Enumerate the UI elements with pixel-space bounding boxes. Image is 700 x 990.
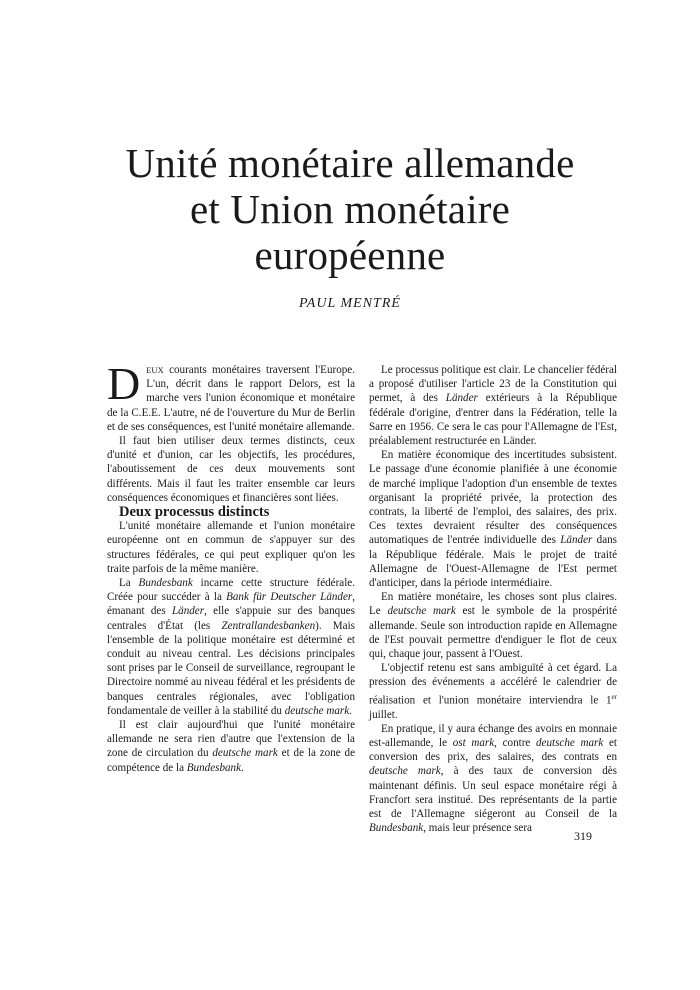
italic-term: deutsche mark [212, 747, 278, 760]
text-run: ). Mais l'ensemble de la politique monétaire est déterminé et conduit au niveau central. Les décisions principales sont prises par le Conseil de surveillance, regroupant le Directoire nommé au niveau fédéral et les présidents de banques centrales régionales, avec l'obligation fondamentale de veiller à la stabilité du [107, 619, 355, 717]
article-title [0, 140, 700, 278]
text-run: . [241, 761, 244, 774]
paragraph-monetary [369, 590, 617, 661]
text-run: Le processus politique est clair. Le chancelier fédéral a proposé d'utiliser l'article 23 de la Constitution qui permet, à des [369, 364, 617, 405]
italic-term: ost mark [452, 736, 495, 749]
title-line-3: européenne [254, 232, 446, 278]
italic-term: Länder [172, 605, 205, 618]
text-run: et de la zone de compétence de la [107, 747, 355, 774]
text-run: juillet. [369, 708, 398, 721]
left-column [107, 358, 355, 775]
text-run: , émanant des [107, 591, 355, 618]
text-run: dans la République fédérale. Mais le projet de traité Allemagne de l'Ouest-Allemagne de l'Est permet d'anticiper, dans la période intermédiaire. [369, 534, 617, 590]
italic-term: Länder [560, 534, 593, 547]
superscript: er [611, 692, 617, 701]
paragraph-federal: L'unité monétaire allemande et l'union monétaire européenne ont en commun de s'appuyer sur des structures fédérales, ce qui peut expliquer qu'on les traite parfois de la même manière. [107, 520, 355, 575]
paragraph-practice [369, 722, 617, 836]
text-run: extérieurs à la République fédérale d'origine, d'entrer dans la Fédération, telle la Sarre en 1956. Ce sera le cas pour l'Allemagne de l'Est, préalablement restructurée en Länder. [369, 392, 618, 448]
paragraph-bundesbank [107, 576, 355, 718]
text-run: La [119, 577, 139, 590]
italic-term: Bank für Deutscher Länder [226, 591, 353, 604]
text-run: Il est clair aujourd'hui que l'unité monétaire allemande ne sera rien d'autre que l'extension de la zone de circulation du [107, 719, 355, 760]
text-run: , contre [494, 736, 536, 749]
intro-paragraph [107, 358, 355, 434]
author-name: PAUL MENTRÉ [299, 296, 401, 311]
italic-term: deutsche mark [536, 736, 604, 749]
italic-term: deutsche mark [284, 704, 350, 717]
text-run: L'objectif retenu est sans ambiguïté à cet égard. La pression des événements a accéléré le calendrier de réalisation et l'union monétaire interviendra le 1 [369, 662, 617, 707]
italic-term: Länder [445, 392, 478, 405]
text-run: En pratique, il y aura échange des avoirs en monnaie est-allemande, le [369, 722, 617, 749]
text-run: . [349, 704, 352, 717]
text-run: est le symbole de la prospérité allemande. Seule son introduction rapide en Allemagne de l'Est pouvait permettre d'endiguer le flot de ceux qui, chaque jour, passent à l'Ouest. [369, 605, 618, 661]
text-run: , mais leur présence sera [423, 822, 532, 835]
italic-term: Bundesbank [186, 761, 242, 774]
italic-term: deutsche mark [369, 765, 441, 778]
right-column [369, 363, 617, 835]
intro-text: courants monétaires traversent l'Europe. L'un, décrit dans le rapport Delors, est la marche vers l'union économique et monétaire de la C.E.E. L'autre, né de l'ouverture du Mur de Berlin et de ses conséquences, est l'unité monétaire allemande. [107, 364, 355, 433]
italic-term: Bundesbank [369, 822, 424, 835]
title-line-2: et Union monétaire [189, 186, 511, 232]
paragraph-political [369, 363, 617, 448]
italic-term: Bundesbank [138, 577, 193, 590]
page-number: 319 [574, 829, 592, 843]
text-run: , elle s'appuie sur des banques centrales d'État (les [107, 605, 355, 632]
text-run: En matière monétaire, les choses sont plus claires. Le [369, 591, 617, 618]
text-run: , à des taux de conversion dès maintenant définis. Un seul espace monétaire régi à Francfort sera institué. Des représentants de la partie est de l'Allemagne siégeront au Conseil de la [369, 765, 617, 820]
paragraph-terms: Il faut bien utiliser deux termes distincts, ceux d'unité et d'union, car les objectifs, les procédures, l'aboutissement de ces deux mouvements sont différents. Mais il faut les traiter ensemble car leurs conséquences économiques et financières sont liées. [107, 435, 355, 504]
text-run: et conversion des prix, des salaires, des contrats en [369, 736, 617, 764]
paragraph-economic [369, 448, 617, 590]
italic-term: deutsche mark [387, 605, 456, 618]
paragraph-extension [107, 718, 355, 775]
drop-cap: D [107, 358, 141, 409]
text-run: En matière économique des incertitudes subsistent. Le passage d'une économie planifiée à une économie de marché implique l'adoption d'un ensemble de textes organisant la propriété privée, la protection des contrats, la liberté de l'emploi, des salaires, des prix. Ces textes devraient résulter des conséquences automatiques de l'entrée individuelle des [369, 449, 617, 547]
text-run: incarne cette structure fédérale. Créée pour succéder à la [107, 577, 355, 604]
italic-term: Zentrallandesbanken [221, 619, 316, 632]
section-heading: Deux processus distincts [119, 504, 270, 521]
intro-smallcaps: EUX [146, 365, 164, 375]
paragraph-objective [369, 661, 617, 722]
title-line-1: Unité monétaire allemande [125, 140, 575, 186]
